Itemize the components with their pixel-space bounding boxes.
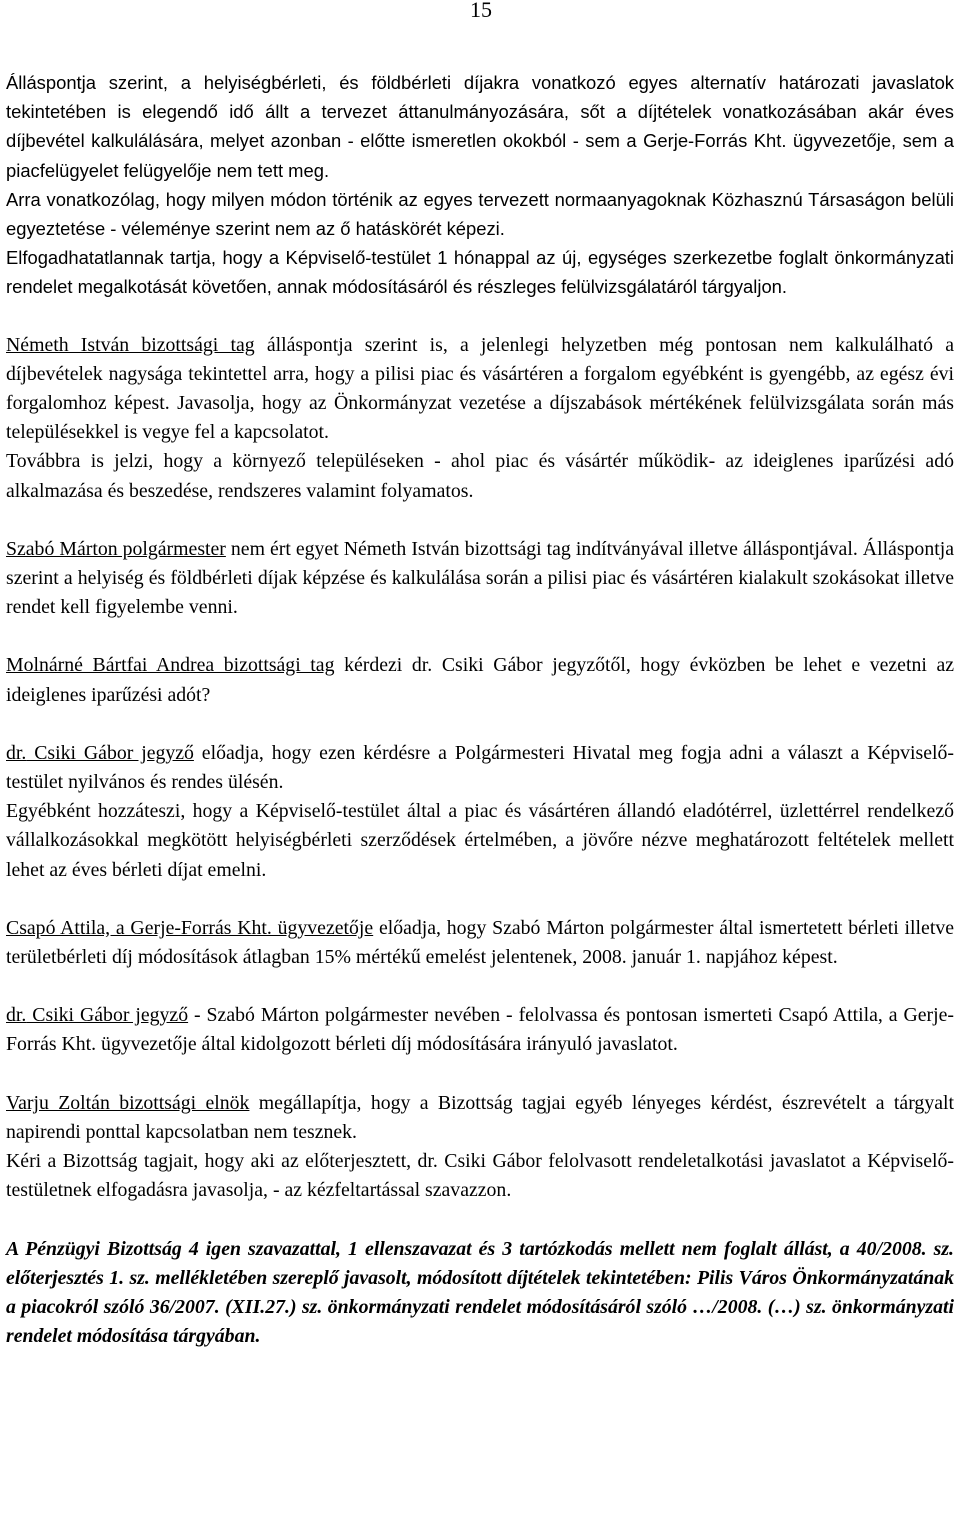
paragraph-molnarne [6, 651, 954, 709]
paragraph-gap [6, 622, 954, 651]
speaker-name: Csiki Gábor jegyző [26, 741, 194, 764]
speaker-name: Szabó Márton polgármester [6, 537, 226, 560]
document-body [6, 68, 954, 1351]
speaker-name: Varju Zoltán bizottsági elnök [6, 1091, 250, 1114]
paragraph-gap [6, 972, 954, 1001]
paragraph-text: nem ért egyet Németh István bizottsági tag indítványával illetve álláspontjával. Álláspontja szerint a helyiség és földbérleti díjak képzése és kalkulálása során a pilisi piac és vásártéren kialakult szokásokat illetve rendet kell figyelembe venni. [6, 537, 954, 619]
paragraph-csiki-answer [6, 739, 954, 797]
paragraph-text: - Szabó Márton polgármester nevében - felolvassa és pontosan ismerteti Csapó Attila, a Gerje-Forrás Kht. ügyvezetője által kidolgozott bérleti díj módosítására irányuló javaslatot. [6, 1004, 954, 1056]
speaker-name: Németh István bizottsági tag [6, 333, 255, 356]
paragraph-gap [6, 506, 954, 535]
paragraph-gap [6, 885, 954, 914]
paragraph-szabo [6, 535, 954, 623]
speaker-name: Csapó Attila, a Gerje-Forrás Kht. ügyvezetője [6, 916, 374, 939]
paragraph-unacceptable: Elfogadhatatlannak tartja, hogy a Képviselő-testület 1 hónappal az új, egységes szerkezetbe foglalt önkormányzati rendelet megalkotását követően, annak módosításáról és részleges felülvizsgálatáról tárgyaljon. [6, 247, 954, 298]
speaker-name: Csiki Gábor jegyző [26, 1004, 189, 1027]
paragraph-neighbouring-towns: Továbbra is jelzi, hogy a környező településeken - ahol piac és vásártér működik- az ideiglenes iparűzési adó alkalmazása és beszedése, rendszeres valamint folyamatos. [6, 450, 954, 502]
paragraph-text: kérdezi dr. Csiki Gábor jegyzőtől, hogy évközben be lehet e vezetni az ideiglenes iparűzési adót? [6, 654, 954, 706]
paragraph-gap [6, 1206, 954, 1235]
paragraph-text: előadja, hogy ezen kérdésre a Polgármesteri Hivatal meg fogja adni a választ a Képviselő-testület nyilvános és rendes ülésén. [6, 741, 954, 794]
paragraph-nemeth [6, 331, 954, 448]
paragraph-gap [6, 1060, 954, 1089]
speaker-prefix: dr. [6, 1004, 27, 1027]
resolution-text: A Pénzügyi Bizottság 4 igen szavazattal, 1 ellenszavazat és 3 tartózkodás mellett nem foglalt állást, a 40/2008. sz. előterjesztés 1. sz. mellékletében szereplő javasolt, módosított díjtételek tekintetében: Pilis Város Önkormányzatának a piacokról szóló 36/2007. (XII.27.) sz. önkormányzati rendelet módosításáról szóló …/2008. (…) sz. önkormányzati rendelet módosítása tárgyában. [6, 1237, 954, 1348]
paragraph-varju [6, 1089, 954, 1147]
paragraph-text: előadja, hogy Szabó Márton polgármester által ismertetett bérleti illetve területbérleti díj módosítások átlagban 15% mértékű emelést jelentenek, 2008. január 1. napjához képest. [6, 916, 954, 969]
paragraph-vote-request: Kéri a Bizottság tagjait, hogy aki az előterjesztett, dr. Csiki Gábor felolvasott rendeletalkotási javaslatot a Képviselő-testületnek elfogadásra javasolja, - az kézfeltartással szavazzon. [6, 1150, 954, 1202]
paragraph-text: megállapítja, hogy a Bizottság tagjai egyéb lényeges kérdést, észrevételt a tárgyalt napirendi ponttal kapcsolatban nem tesznek. [6, 1091, 954, 1143]
paragraph-csapo [6, 914, 954, 972]
speaker-name: Molnárné Bártfai Andrea bizottsági tag [6, 654, 335, 677]
speaker-prefix: dr. [6, 741, 27, 764]
paragraph-lease-terms: Egyébként hozzáteszi, hogy a Képviselő-testület által a piac és vásártéren állandó eladótérrel, üzlettérrel rendelkező vállalkozásokkal megkötött helyiségbérleti szerződések értelmében, a jövőre nézve meghatározott feltételek mellett lehet az éves bérleti díjat emelni. [6, 800, 954, 881]
paragraph-gap [6, 302, 954, 331]
paragraph-text: álláspontja szerint is, a jelenlegi helyzetben még pontosan nem kalkulálható a díjbevételek nagysága tekintettel arra, hogy a pilisi piac és vásártéren a forgalom egyébként is gyengébb, az egész évi forgalomhoz képest. Javasolja, hogy az Önkormányzat vezetése a díjszabások mértékének felülvizsgálata során más településekkel is vegye fel a kapcsolatot. [6, 333, 954, 444]
paragraph-opinion: Álláspontja szerint, a helyiségbérleti, és földbérleti díjakra vonatkozó egyes alternatív határozati javaslatok tekintetében is elegendő idő állt a tervezet áttanulmányozására, sőt a díjtételek vonatkozásában akár éves díjbevétel kalkulálására, melyet azonban - előtte ismeretlen okokból - sem a Gerje-Forrás Kht. ügyvezetője, sem a piacfelügyelet felügyelője nem tett meg. [6, 72, 954, 181]
paragraph-coordination: Arra vonatkozólag, hogy milyen módon történik az egyes tervezett normaanyagoknak Közhasznú Társaságon belüli egyeztetése - véleménye szerint nem az ő hatáskörét képezi. [6, 188, 954, 240]
paragraph-csiki-reading [6, 1001, 954, 1059]
page-number: 15 [470, 0, 492, 22]
paragraph-gap [6, 710, 954, 739]
